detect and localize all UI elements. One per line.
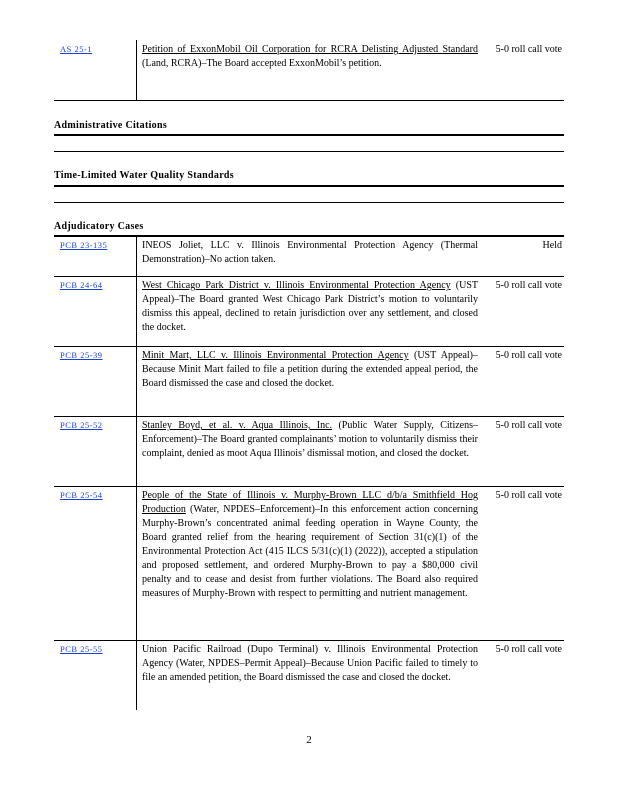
- section-heading-adjudicatory-cases: Adjudicatory Cases: [54, 221, 144, 232]
- case-title: Minit Mart, LLC v. Illinois Environmental Protection Agency: [142, 350, 409, 361]
- divider: [54, 151, 564, 152]
- case-link[interactable]: AS 25-1: [60, 44, 93, 54]
- section-heading-time-limited-standards: Time-Limited Water Quality Standards: [54, 170, 234, 181]
- case-description: [142, 239, 478, 267]
- case-title: West Chicago Park District v. Illinois Environmental Protection Agency: [142, 280, 451, 291]
- case-description: [142, 643, 478, 685]
- case-row: [54, 486, 564, 640]
- case-link[interactable]: PCB 25-39: [60, 350, 103, 360]
- section-rule: [54, 185, 564, 187]
- case-title: Petition of ExxonMobil Oil Corporation for RCRA Delisting Adjusted Standard: [142, 44, 478, 55]
- case-text: (UST Appeal)–Because Minit Mart failed to file a petition during the extended appeal period, the Board dismissed the case and closed the docket.: [142, 350, 479, 389]
- divider: [54, 202, 564, 203]
- case-link[interactable]: PCB 23-135: [60, 240, 108, 250]
- case-link[interactable]: PCB 25-55: [60, 644, 103, 654]
- case-text: Union Pacific Railroad (Dupo Terminal) v. Illinois Environmental Protection Agency (Water, NPDES–Permit Appeal)–Because Union Pacific failed to timely to file an amended petition, the Board dismissed the case and closed the docket.: [142, 644, 478, 683]
- column-divider: [136, 486, 137, 640]
- column-divider: [136, 640, 137, 710]
- case-title: People of the State of Illinois v. Murphy-Brown LLC d/b/a Smithfield Hog Production: [142, 490, 478, 515]
- case-text: (Public Water Supply, Citizens–Enforcement)–The Board granted complainants’ motion to voluntarily dismiss their complaint, denied as moot Aqua Illinois’ dismissal motion, and closed the docket.: [142, 420, 478, 459]
- case-result: 5-0 roll call vote: [495, 44, 562, 55]
- column-divider: [136, 276, 137, 346]
- case-row: [54, 640, 564, 710]
- case-title: Stanley Boyd, et al. v. Aqua Illinois, Inc.: [142, 420, 333, 431]
- case-result: 5-0 roll call vote: [495, 490, 562, 501]
- column-divider: [136, 346, 137, 416]
- case-link[interactable]: PCB 24-64: [60, 280, 103, 290]
- case-description: [142, 489, 478, 601]
- case-description: [142, 279, 478, 335]
- case-description: [142, 419, 478, 461]
- case-result: 5-0 roll call vote: [495, 420, 562, 431]
- case-row: [54, 346, 564, 416]
- case-result: Held: [542, 240, 562, 251]
- case-row: [54, 236, 564, 276]
- case-result: 5-0 roll call vote: [495, 350, 562, 361]
- case-description: [142, 349, 478, 391]
- column-divider: [136, 40, 137, 100]
- case-link[interactable]: PCB 25-52: [60, 420, 103, 430]
- divider: [54, 100, 564, 101]
- case-row: [54, 276, 564, 346]
- case-detail: (Land, RCRA)–The Board accepted ExxonMobil’s petition.: [142, 58, 382, 69]
- case-row-as-25-1: [54, 40, 564, 100]
- case-text: INEOS Joliet, LLC v. Illinois Environmental Protection Agency (Thermal Demonstration)–No action taken.: [142, 240, 478, 265]
- case-link[interactable]: PCB 25-54: [60, 490, 103, 500]
- section-heading-administrative-citations: Administrative Citations: [54, 120, 168, 131]
- page-number: 2: [306, 734, 312, 746]
- column-divider: [136, 236, 137, 276]
- column-divider: [136, 416, 137, 486]
- case-result: 5-0 roll call vote: [495, 280, 562, 291]
- case-result: 5-0 roll call vote: [495, 644, 562, 655]
- case-text: (Water, NPDES–Enforcement)–In this enforcement action concerning Murphy-Brown’s concentrated animal feeding operation in Wayne County, the Board granted relief from the hearing requirement of Section 31(c)(1) of the Environmental Protection Act (415 ILCS 5/31(c)(1) (2022)), accepted a stipulation and proposed settlement, and ordered Murphy-Brown to pay a $80,000 civil penalty and to cease and desist from further violations. The Board also required measures of Murphy-Brown with respect to permitting and nutrient management.: [142, 504, 478, 599]
- section-rule: [54, 134, 564, 136]
- case-text: (UST Appeal)–The Board granted West Chicago Park District’s motion to voluntarily dismiss this appeal, declined to retain jurisdiction over any settlement, and closed the docket.: [142, 280, 478, 333]
- case-row: [54, 416, 564, 486]
- case-description: [142, 43, 478, 71]
